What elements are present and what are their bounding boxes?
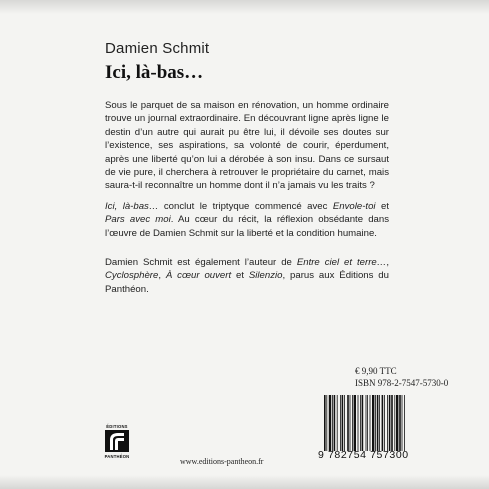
text-run: et	[375, 201, 389, 212]
text-run: ,	[158, 270, 166, 282]
text-run: Damien Schmit est également l’auteur de	[105, 257, 297, 268]
text-run: et	[231, 270, 249, 282]
text-run: . Au cœur du récit, la réflexion obsédante dans l’œuvre de Damien Schmit sur la liberté et la condition humaine.	[105, 214, 389, 239]
book-title-ref: À cœur ouvert	[165, 270, 232, 282]
publisher-logo-bottom-text: PANTHÉON	[104, 454, 130, 459]
price-label: € 9,90 TTC	[355, 366, 397, 376]
text-run: conclut le triptyque commencé avec	[158, 201, 333, 212]
barcode-icon	[322, 395, 430, 451]
trilogy-paragraph	[105, 200, 389, 240]
author-name: Damien Schmit	[105, 40, 210, 57]
book-title-ref: Pars avec moi	[105, 214, 171, 226]
book-title: Ici, là-bas…	[105, 62, 204, 83]
book-title-ref: Ici, là-bas…	[105, 201, 159, 212]
publisher-website: www.editions-pantheon.fr	[180, 457, 264, 466]
pantheon-logo-icon	[105, 430, 129, 452]
publisher-logo	[103, 424, 131, 461]
isbn-label: ISBN 978-2-7547-5730-0	[355, 378, 449, 388]
book-title-ref: Envole-toi	[332, 201, 376, 212]
text-run: ,	[386, 257, 389, 268]
barcode-number: 9 782754 757300	[318, 449, 409, 461]
text-run: , parus aux Éditions du Panthéon.	[105, 270, 389, 295]
book-title-ref: Silenzio	[248, 270, 283, 282]
book-title-ref: Cyclosphère	[105, 270, 159, 282]
publisher-logo-top-text: ÉDITIONS	[106, 424, 128, 429]
book-title-ref: Entre ciel et terre…	[296, 257, 387, 268]
synopsis-paragraph: Sous le parquet de sa maison en rénovation, un homme ordinaire trouve un journal extraordinaire. En découvrant ligne après ligne le destin d’un autre qui aurait pu être lui, il dévoile ses doutes sur l’existence, ses aspirations, sa volonté de courir, éperdument, après une liberté qu’on lui a dérobée à son insu. Dans ce sursaut de vie pure, il cherchera à retrouver le propriétaire du carnet, mais saura-t-il reconnaître un homme dont il n’a jamais vu les traits ?	[105, 100, 389, 192]
bibliography-paragraph	[105, 256, 389, 296]
